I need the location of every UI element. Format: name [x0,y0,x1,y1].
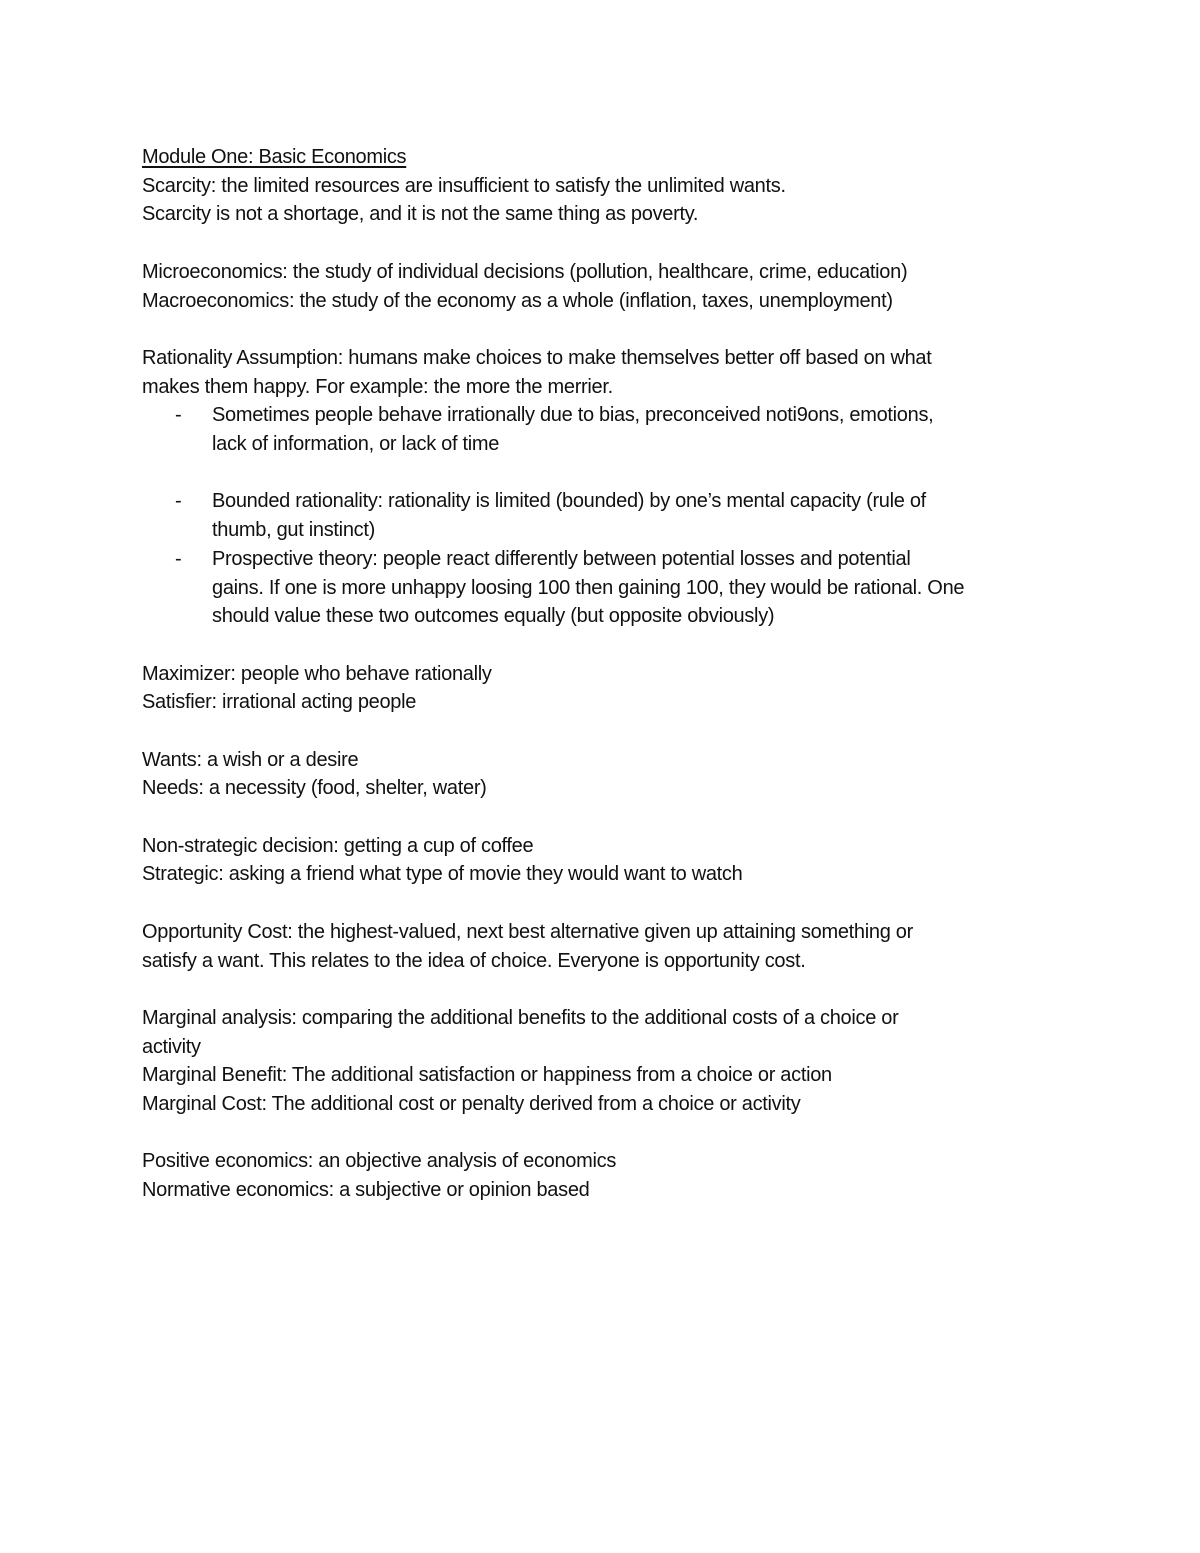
bullet-prospective-theory [142,545,1072,631]
rationality-bullet-list [142,401,1072,631]
maximizer-definition: Maximizer: people who behave rationally [142,662,492,685]
opportunity-cost-line-1: Opportunity Cost: the highest-valued, next best alternative given up attaining something or [142,920,913,943]
marginal-analysis-line-1: Marginal analysis: comparing the additional benefits to the additional costs of a choice or [142,1006,899,1029]
bullet-text-line: gains. If one is more unhappy loosing 100 then gaining 100, they would be rational. One [212,576,965,599]
bullet-text-line: Bounded rationality: rationality is limited (bounded) by one’s mental capacity (rule of [212,490,926,513]
needs-definition: Needs: a necessity (food, shelter, water) [142,777,487,800]
spacer [142,803,1072,832]
document-page [142,143,1072,1205]
scarcity-note: Scarcity is not a shortage, and it is not the same thing as poverty. [142,203,699,226]
bullet-irrational-behavior [142,401,1072,458]
macroeconomics-definition: Macroeconomics: the study of the economy as a whole (inflation, taxes, unemployment) [142,289,893,312]
normative-economics-definition: Normative economics: a subjective or opinion based [142,1179,590,1202]
marginal-cost-definition: Marginal Cost: The additional cost or penalty derived from a choice or activity [142,1093,801,1116]
bullet-text-line: should value these two outcomes equally (but opposite obviously) [212,605,775,628]
spacer [142,229,1072,258]
scarcity-definition: Scarcity: the limited resources are insufficient to satisfy the unlimited wants. [142,174,786,197]
opportunity-cost-line-2: satisfy a want. This relates to the idea of choice. Everyone is opportunity cost. [142,949,806,972]
non-strategic-definition: Non-strategic decision: getting a cup of coffee [142,834,534,857]
bullet-bounded-rationality [142,487,1072,544]
wants-definition: Wants: a wish or a desire [142,748,359,771]
bullet-dash: - [175,404,182,427]
marginal-analysis-line-2: activity [142,1035,201,1058]
bullet-dash: - [175,490,182,513]
document-title: Module One: Basic Economics [142,146,407,168]
spacer [142,1119,1072,1148]
strategic-definition: Strategic: asking a friend what type of movie they would want to watch [142,863,743,886]
bullet-text-line: thumb, gut instinct) [212,519,375,542]
marginal-benefit-definition: Marginal Benefit: The additional satisfaction or happiness from a choice or action [142,1064,832,1087]
satisfier-definition: Satisfier: irrational acting people [142,691,417,714]
bullet-text-line: lack of information, or lack of time [212,433,500,455]
bullet-dash: - [175,547,182,570]
spacer [142,717,1072,746]
rationality-assumption-line-1: Rationality Assumption: humans make choices to make themselves better off based on what [142,346,932,369]
positive-economics-definition: Positive economics: an objective analysis of economics [142,1150,617,1173]
spacer [142,631,1072,660]
rationality-assumption-line-2: makes them happy. For example: the more the merrier. [142,375,613,398]
bullet-text-line: Prospective theory: people react differently between potential losses and potential [212,547,911,570]
bullet-text-line: Sometimes people behave irrationally due to bias, preconceived noti9ons, emotions, [212,404,934,427]
spacer [142,889,1072,918]
microeconomics-definition: Microeconomics: the study of individual decisions (pollution, healthcare, crime, education) [142,260,908,283]
spacer [142,315,1072,344]
spacer [142,459,1072,488]
spacer [142,975,1072,1004]
